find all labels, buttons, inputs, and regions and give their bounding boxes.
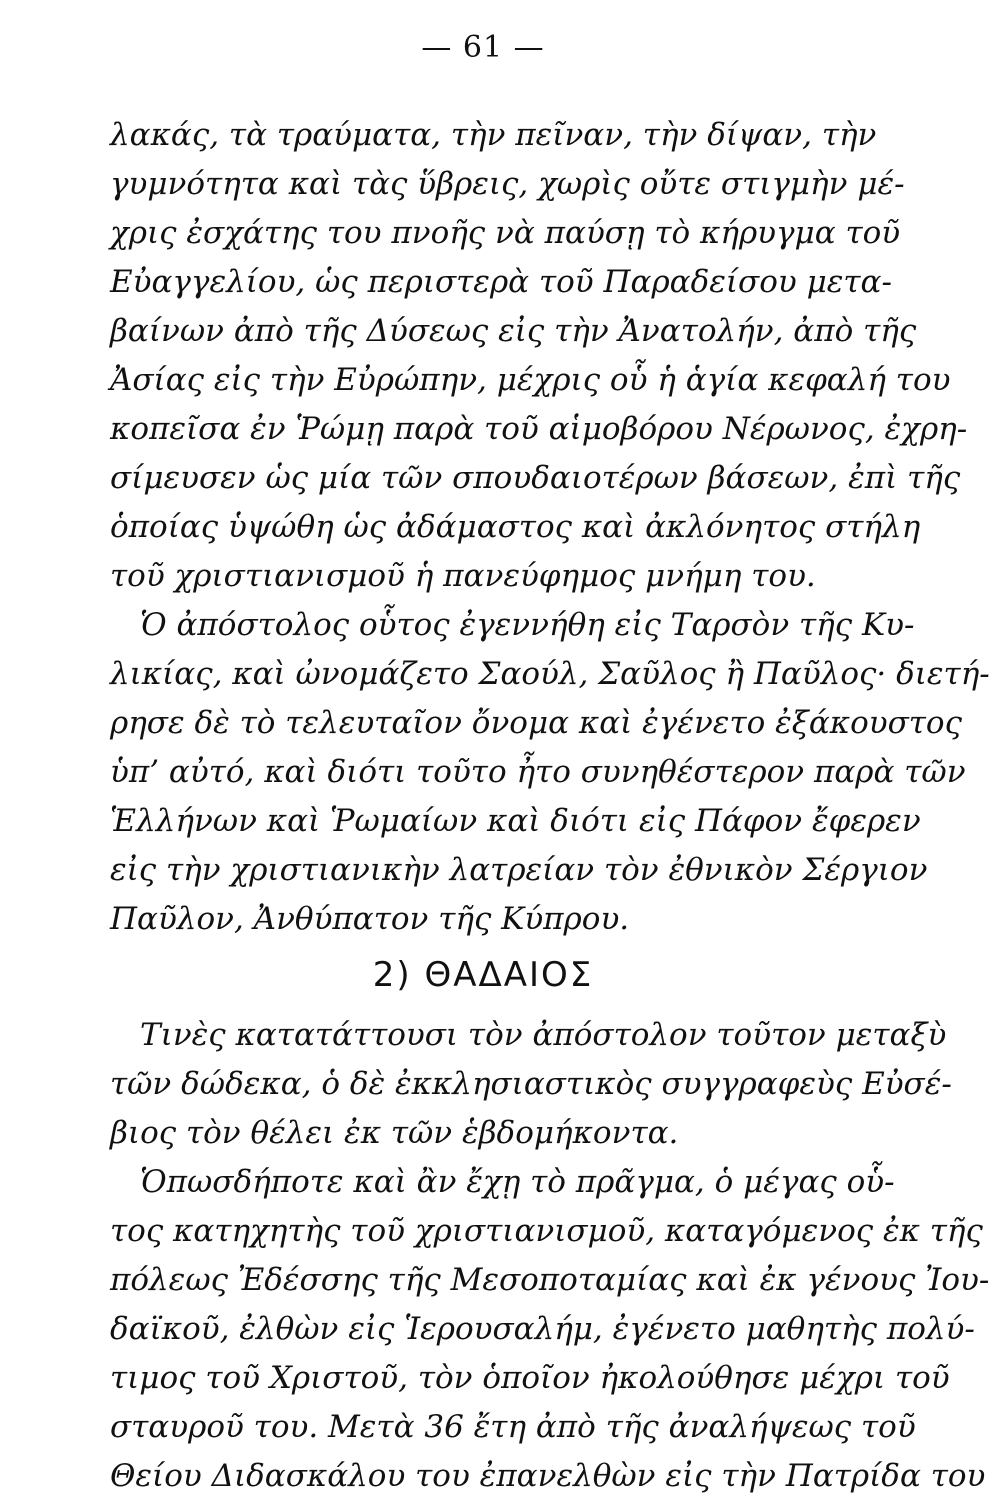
page-number: — 61 —: [421, 30, 545, 65]
text-line: βαίνων ἀπὸ τῆς Δύσεως εἰς τὴν Ἀνατολήν, ἀπὸ τῆς: [110, 313, 917, 349]
section-heading: 2) ΘΑΔΑΙΟΣ: [372, 955, 594, 995]
text-line: ὁποίας ὑψώθη ὡς ἀδάμαστος καὶ ἀκλόνητος στήλη: [110, 509, 921, 545]
text-line: πόλεως Ἐδέσσης τῆς Μεσοποταμίας καὶ ἐκ γένους Ἰου-: [110, 1262, 990, 1298]
text-line: εἰς τὴν χριστιανικὴν λατρείαν τὸν ἐθνικὸν Σέργιον: [110, 852, 928, 888]
text-line: ὑπ’ αὐτό, καὶ διότι τοῦτο ἦτο συνηθέστερον παρὰ τῶν: [110, 754, 966, 790]
text-line: Ὁ ἀπόστολος οὗτος ἐγεννήθη εἰς Ταρσὸν τῆς Κυ-: [140, 607, 915, 643]
text-line: γυμνότητα καὶ τὰς ὕβρεις, χωρὶς οὔτε στιγμὴν μέ-: [110, 166, 905, 202]
text-line: τος κατηχητὴς τοῦ χριστιανισμοῦ, καταγόμενος ἐκ τῆς: [110, 1213, 983, 1249]
text-line: δαϊκοῦ, ἐλθὼν εἰς Ἱερουσαλήμ, ἐγένετο μαθητὴς πολύ-: [110, 1311, 975, 1347]
text-line: Θείου Διδασκάλου του ἐπανελθὼν εἰς τὴν Πατρίδα του: [110, 1458, 986, 1494]
text-line: τιμος τοῦ Χριστοῦ, τὸν ὁποῖον ἠκολούθησε μέχρι τοῦ: [110, 1360, 950, 1396]
text-line: λακάς, τὰ τραύματα, τὴν πεῖναν, τὴν δίψαν, τὴν: [110, 117, 877, 153]
text-line: Ἑλλήνων καὶ Ῥωμαίων καὶ διότι εἰς Πάφον ἔφερεν: [110, 803, 921, 839]
text-line: ρησε δὲ τὸ τελευταῖον ὄνομα καὶ ἐγένετο ἐξάκουστος: [110, 705, 962, 741]
text-line: σταυροῦ του. Μετὰ 36 ἔτη ἀπὸ τῆς ἀναλήψεως τοῦ: [110, 1409, 916, 1445]
text-line: Παῦλον, Ἀνθύπατον τῆς Κύπρου.: [110, 901, 630, 937]
text-line: τῶν δώδεκα, ὁ δὲ ἐκκλησιαστικὸς συγγραφεὺς Εὐσέ-: [110, 1066, 952, 1102]
text-line: βιος τὸν θέλει ἐκ τῶν ἑβδομήκοντα.: [110, 1115, 679, 1151]
text-line: Τινὲς κατατάττουσι τὸν ἀπόστολον τοῦτον μεταξὺ: [140, 1017, 947, 1053]
text-line: λικίας, καὶ ὠνομάζετο Σαούλ, Σαῦλος ἢ Παῦλος· διετή-: [110, 656, 990, 692]
text-line: σίμευσεν ὡς μία τῶν σπουδαιοτέρων βάσεων, ἐπὶ τῆς: [110, 460, 961, 496]
text-line: Εὐαγγελίου, ὡς περιστερὰ τοῦ Παραδείσου μετα-: [110, 264, 892, 300]
text-line: Ἀσίας εἰς τὴν Εὐρώπην, μέχρις οὗ ἡ ἁγία κεφαλή του: [110, 362, 951, 398]
text-line: κοπεῖσα ἐν Ῥώμῃ παρὰ τοῦ αἱμοβόρου Νέρωνος, ἐχρη-: [110, 411, 968, 447]
text-line: τοῦ χριστιανισμοῦ ἡ πανεύφημος μνήμη του.: [110, 558, 816, 594]
text-line: Ὁπωσδήποτε καὶ ἂν ἔχῃ τὸ πρᾶγμα, ὁ μέγας οὗ-: [140, 1164, 895, 1200]
text-line: χρις ἐσχάτης του πνοῆς νὰ παύσῃ τὸ κήρυγμα τοῦ: [110, 215, 901, 251]
